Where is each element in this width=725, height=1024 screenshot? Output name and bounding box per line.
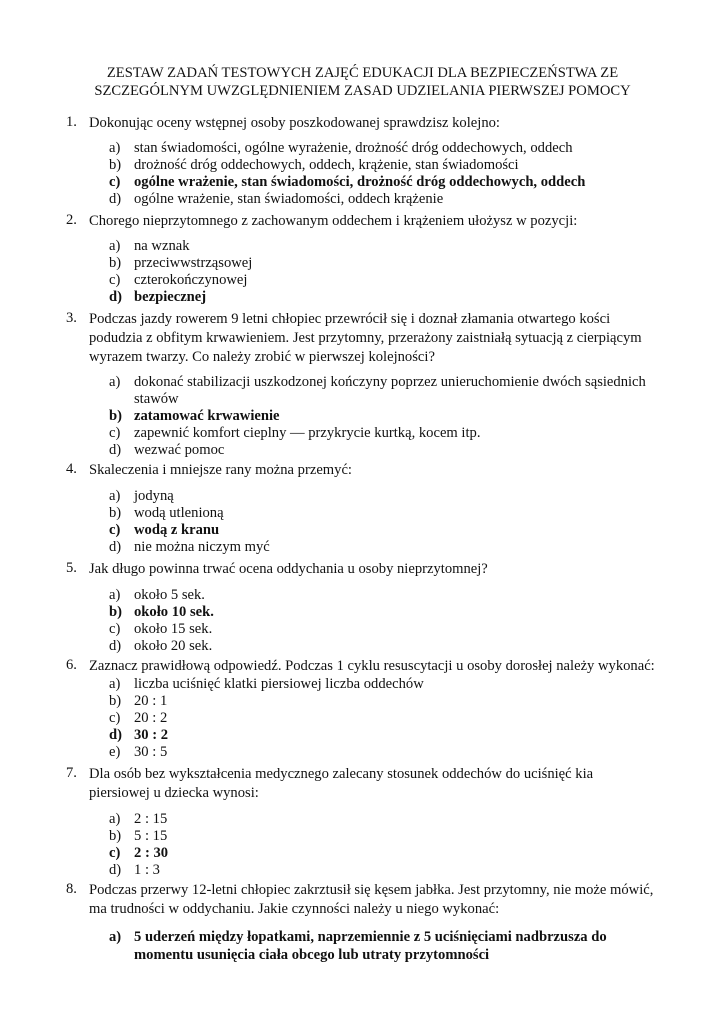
- answer-list: [109, 374, 666, 459]
- answer-option-correct: a) 5 uderzeń między łopatkami, naprzemiennie z 5 uciśnięciami nadbrzusza do momentu usunięcia ciała obcego lub utraty przytomności: [109, 929, 607, 963]
- question-8: [66, 881, 666, 964]
- title-line: ZESTAW ZADAŃ TESTOWYCH ZAJĘĆ EDUKACJI DLA BEZPIECZEŃSTWA ZE: [106, 65, 619, 81]
- question-number: 8.: [66, 881, 77, 897]
- answer-option: c) czterokończynowej: [109, 272, 248, 288]
- answer-option: a) dokonać stabilizacji uszkodzonej kończyny poprzez unieruchomienie dwóch sąsiednich stawów: [109, 374, 646, 407]
- question-6: [66, 657, 666, 761]
- question-text: Dla osób bez wykształcenia medycznego zalecany stosunek oddechów do uciśnięć kia piersiowej u dziecka wynosi:: [89, 766, 594, 801]
- question-text: Dokonując oceny wstępnej osoby poszkodowanej sprawdzisz kolejno:: [89, 115, 500, 131]
- answer-option-correct: b) zatamować krwawienie: [109, 408, 280, 424]
- question-number: 7.: [66, 765, 77, 781]
- question-text: Jak długo powinna trwać ocena oddychania u osoby nieprzytomnej?: [89, 561, 488, 577]
- page-title: [60, 64, 665, 100]
- title-line: SZCZEGÓLNYM UWZGLĘDNIENIEM ZASAD UDZIELANIA PIERWSZEJ POMOCY: [94, 83, 631, 99]
- answer-option: e) 30 : 5: [109, 744, 168, 760]
- answer-option: c) zapewnić komfort cieplny — przykrycie kurtką, kocem itp.: [109, 425, 481, 441]
- question-7: [66, 765, 666, 879]
- question-5: [66, 560, 666, 655]
- answer-option: c) 20 : 2: [109, 710, 168, 726]
- answer-list: [109, 140, 666, 208]
- question-text: Podczas przerwy 12-letni chłopiec zakrztusił się kęsem jabłka. Jest przytomny, nie może mówić, ma trudności w oddychaniu. Jakie czynności należy u niego wykonać:: [89, 882, 654, 917]
- answer-option-correct: c) ogólne wrażenie, stan świadomości, drożność dróg oddechowych, oddech: [109, 174, 586, 190]
- question-number: 2.: [66, 212, 77, 228]
- answer-option-correct: c) wodą z kranu: [109, 522, 220, 538]
- answer-option-correct: d) 30 : 2: [109, 727, 169, 743]
- question-number: 4.: [66, 461, 77, 477]
- answer-option: d) 1 : 3: [109, 862, 160, 878]
- answer-list: [109, 238, 666, 306]
- answer-option: b) przeciwwstrząsowej: [109, 255, 253, 271]
- answer-list: [109, 488, 666, 556]
- question-number: 6.: [66, 657, 77, 673]
- answer-option: a) na wznak: [109, 238, 190, 254]
- answer-list: [109, 811, 666, 879]
- answer-option: d) wezwać pomoc: [109, 442, 225, 458]
- answer-option: a) liczba uciśnięć klatki piersiowej liczba oddechów: [109, 676, 424, 692]
- answer-option-correct: d) bezpiecznej: [109, 289, 207, 305]
- question-text: Zaznacz prawidłową odpowiedź. Podczas 1 cyklu resuscytacji u osoby dorosłej należy wykonać:: [89, 658, 655, 674]
- question-number: 1.: [66, 114, 77, 130]
- answer-list: [109, 676, 666, 761]
- question-4: [66, 461, 666, 556]
- answer-option: a) stan świadomości, ogólne wyrażenie, drożność dróg oddechowych, oddech: [109, 140, 573, 156]
- answer-option: b) drożność dróg oddechowych, oddech, krążenie, stan świadomości: [109, 157, 519, 173]
- answer-option-correct: b) około 10 sek.: [109, 604, 214, 620]
- question-text: Podczas jazdy rowerem 9 letni chłopiec przewrócił się i doznał złamania otwartego kości podudzia z obfitym krwawieniem. Jest przytomny, przerażony zaistniałą sytuacją z cierpiącym wyrazem twarzy. Co należy zrobić w pierwszej kolejności?: [89, 311, 642, 365]
- question-2: [66, 212, 666, 306]
- question-1: [66, 114, 666, 208]
- question-text: Chorego nieprzytomnego z zachowanym oddechem i krążeniem ułożysz w pozycji:: [89, 213, 578, 229]
- answer-option: b) 5 : 15: [109, 828, 168, 844]
- question-3: [66, 310, 666, 459]
- answer-option: a) około 5 sek.: [109, 587, 205, 603]
- answer-option-correct: c) 2 : 30: [109, 845, 169, 861]
- answer-option: d) około 20 sek.: [109, 638, 213, 654]
- question-number: 3.: [66, 310, 77, 326]
- answer-option: b) 20 : 1: [109, 693, 168, 709]
- answer-list: [109, 928, 666, 964]
- answer-option: a) jodyną: [109, 488, 174, 504]
- question-text: Skaleczenia i mniejsze rany można przemyć:: [89, 462, 352, 478]
- answer-option: d) ogólne wrażenie, stan świadomości, oddech krążenie: [109, 191, 444, 207]
- question-number: 5.: [66, 560, 77, 576]
- answer-option: c) około 15 sek.: [109, 621, 213, 637]
- answer-list: [109, 587, 666, 655]
- answer-option: a) 2 : 15: [109, 811, 168, 827]
- answer-option: b) wodą utlenioną: [109, 505, 224, 521]
- answer-option: d) nie można niczym myć: [109, 539, 270, 555]
